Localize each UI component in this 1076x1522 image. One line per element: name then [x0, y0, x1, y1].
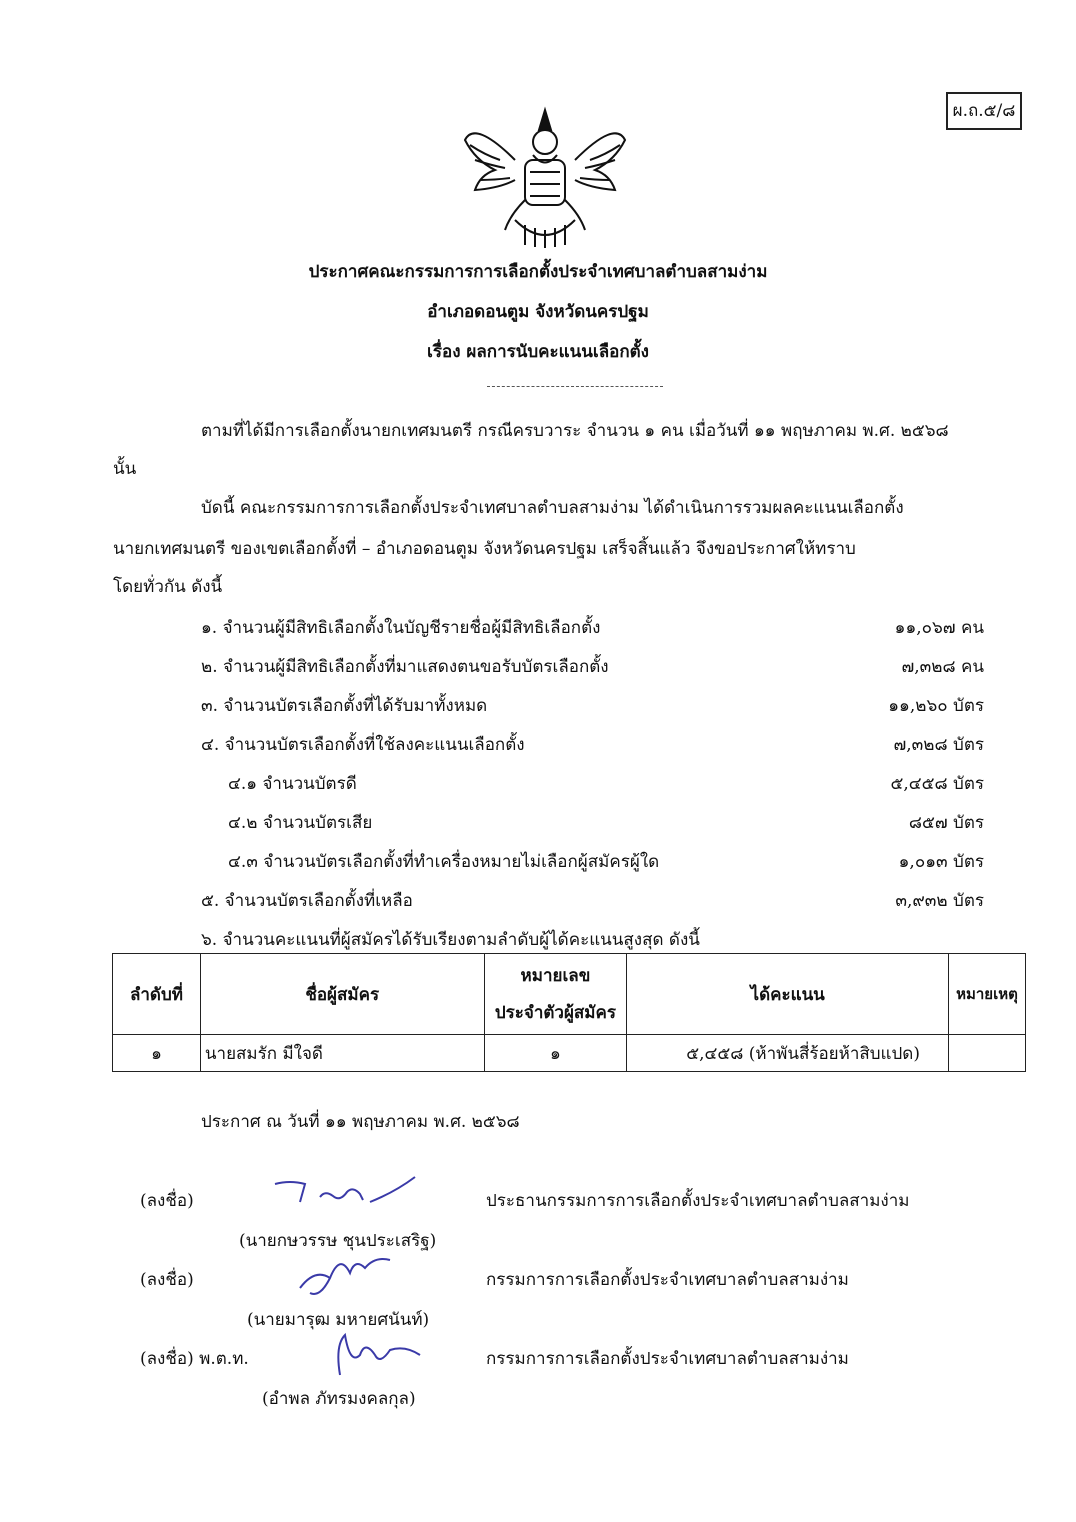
list-item-label: ๔.๑ จำนวนบัตรดี: [228, 774, 357, 794]
cell-number: ๑: [484, 1035, 627, 1072]
signature-1-icon: [265, 1172, 425, 1222]
list-item-value: ๑๑,๒๖๐ บัตร: [888, 696, 984, 716]
list-item-label: ๔. จำนวนบัตรเลือกตั้งที่ใช้ลงคะแนนเลือกตั้ง: [201, 735, 525, 755]
list-item-label: ๔.๒ จำนวนบัตรเสีย: [228, 813, 373, 833]
list-item-label: ๑. จำนวนผู้มีสิทธิเลือกตั้งในบัญชีรายชื่อผู้มีสิทธิเลือกตั้ง: [201, 618, 601, 638]
list-item-label: ๕. จำนวนบัตรเลือกตั้งที่เหลือ: [201, 891, 413, 911]
paragraph-2-line-3: โดยทั่วกัน ดังนี้: [113, 577, 223, 597]
cell-remark: [948, 1035, 1025, 1072]
signature-label: (ลงชื่อ) พ.ต.ท.: [140, 1349, 249, 1369]
paragraph-2-line-2: นายกเทศมนตรี ของเขตเลือกตั้งที่ – อำเภอดอนตูม จังหวัดนครปฐม เสร็จสิ้นแล้ว จึงขอประกาศให้ทราบ: [113, 539, 856, 559]
header-line-2: อำเภอดอนตูม จังหวัดนครปฐม: [427, 302, 649, 322]
header-subject: เรื่อง ผลการนับคะแนนเลือกตั้ง: [427, 342, 649, 362]
list-item-label: ๖. จำนวนคะแนนที่ผู้สมัครได้รับเรียงตามลำดับผู้ได้คะแนนสูงสุด ดังนี้: [201, 930, 700, 950]
list-item-value: ๕,๔๕๘ บัตร: [890, 774, 984, 794]
paragraph-1-line-2: นั้น: [113, 459, 137, 479]
cell-rank: ๑: [113, 1035, 201, 1072]
header-line-1: ประกาศคณะกรรมการการเลือกตั้งประจำเทศบาลตำบลสามง่าม: [308, 262, 768, 282]
table-row: [113, 1035, 1026, 1072]
signer-name: (นายกษวรรษ ชุนประเสริฐ): [239, 1231, 437, 1251]
results-table: [112, 953, 1026, 1072]
announce-date: ประกาศ ณ วันที่ ๑๑ พฤษภาคม พ.ศ. ๒๕๖๘: [201, 1112, 520, 1132]
header-name: ชื่อผู้สมัคร: [200, 954, 484, 1035]
signature-label: (ลงชื่อ): [140, 1191, 194, 1211]
table-header-row: [113, 954, 1026, 1035]
header-number: [484, 954, 627, 1035]
signature-2-icon: [290, 1248, 400, 1308]
paragraph-1-line-1: ตามที่ได้มีการเลือกตั้งนายกเทศมนตรี กรณีครบวาระ จำนวน ๑ คน เมื่อวันที่ ๑๑ พฤษภาคม พ.ศ. ๒๕๖๘: [201, 421, 949, 441]
header-score: ได้คะแนน: [627, 954, 949, 1035]
signer-name: (อำพล ภัทรมงคลกุล): [262, 1389, 416, 1409]
header-rank: ลำดับที่: [113, 954, 201, 1035]
list-item-label: ๓. จำนวนบัตรเลือกตั้งที่ได้รับมาทั้งหมด: [201, 696, 488, 716]
signer-position: กรรมการการเลือกตั้งประจำเทศบาลตำบลสามง่าม: [486, 1349, 849, 1369]
cell-name: นายสมรัก มีใจดี: [200, 1035, 484, 1072]
header-number-line-1: หมายเลข: [520, 966, 591, 986]
signer-position: กรรมการการเลือกตั้งประจำเทศบาลตำบลสามง่าม: [486, 1270, 849, 1290]
list-item-value: ๓,๙๓๒ บัตร: [895, 891, 984, 911]
list-item-value: ๘๕๗ บัตร: [908, 813, 984, 833]
signature-3-icon: [320, 1325, 430, 1385]
list-item-label: ๔.๓ จำนวนบัตรเลือกตั้งที่ทำเครื่องหมายไม่เลือกผู้สมัครผู้ใด: [228, 852, 660, 872]
cell-score: ๕,๔๕๘ (ห้าพันสี่ร้อยห้าสิบแปด): [627, 1035, 949, 1072]
signature-label: (ลงชื่อ): [140, 1270, 194, 1290]
list-item-label: ๒. จำนวนผู้มีสิทธิเลือกตั้งที่มาแสดงตนขอรับบัตรเลือกตั้ง: [201, 657, 609, 677]
garuda-emblem-icon: [455, 100, 635, 250]
list-item-value: ๑๑,๐๖๗ คน: [894, 618, 984, 638]
signer-name: (นายมารุฒ มหายศนันท์): [247, 1310, 430, 1330]
list-item-value: ๗,๓๒๘ บัตร: [893, 735, 984, 755]
divider: [487, 386, 663, 387]
form-code: ผ.ถ.๕/๘: [946, 92, 1022, 130]
header-remark: หมายเหตุ: [948, 954, 1025, 1035]
signer-position: ประธานกรรมการการเลือกตั้งประจำเทศบาลตำบลสามง่าม: [486, 1191, 910, 1211]
paragraph-2-line-1: บัดนี้ คณะกรรมการการเลือกตั้งประจำเทศบาลตำบลสามง่าม ได้ดำเนินการรวมผลคะแนนเลือกตั้ง: [201, 498, 904, 518]
list-item-value: ๑,๐๑๓ บัตร: [898, 852, 984, 872]
header-number-line-2: ประจำตัวผู้สมัคร: [494, 1003, 617, 1023]
list-item-value: ๗,๓๒๘ คน: [901, 657, 984, 677]
